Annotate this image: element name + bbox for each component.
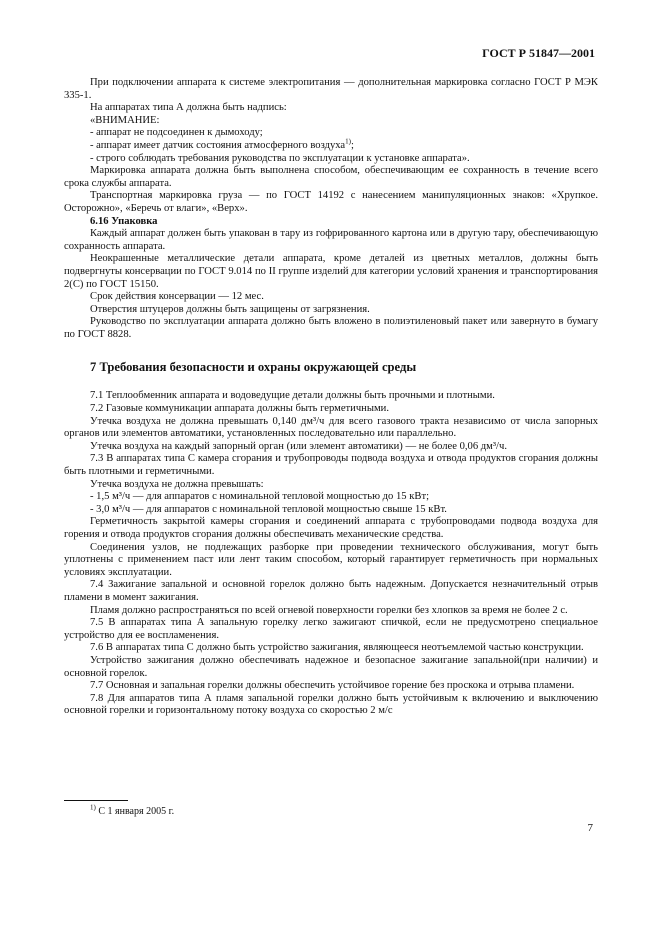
page-number: 7 [587, 822, 593, 834]
paragraph: Утечка воздуха не должна превышать: [90, 478, 264, 490]
paragraph: 7.6 В аппаратах типа С должно быть устройство зажигания, являющееся неотъемлемой частью конструкции. [90, 642, 584, 654]
paragraph: 7.1 Теплообменник аппарата и водоведущие детали должны быть прочными и плотными. [90, 390, 495, 402]
paragraph: Транспортная маркировка груза — по ГОСТ 14192 с нанесением манипуляционных знаков: «Хрупкое. Осторожно», «Беречь от влаги», «Верх». [64, 190, 598, 214]
paragraph: Утечка воздуха не должна превышать 0,140 дм³/ч для всего газового тракта независимо от числа запорных органов или элементов автоматики, установленных последовательно или параллельно. [64, 415, 598, 440]
paragraph: Утечка воздуха на каждый запорный орган (или элемент автоматики) — не более 0,06 дм³/ч. [90, 440, 507, 452]
subsection-heading: 6.16 Упаковка [90, 215, 158, 227]
paragraph: На аппаратах типа А должна быть надпись: [90, 102, 287, 114]
paragraph: Пламя должно распространяться по всей огневой поверхности горелки без хлопков за время не более 2 с. [90, 604, 568, 616]
footnote-divider [64, 800, 128, 801]
document-body [64, 77, 598, 718]
footnote-text: С 1 января 2005 г. [98, 806, 175, 817]
paragraph: 7.4 Зажигание запальной и основной горелок должно быть надежным. Допускается незначительный отрыв пламени в момент зажигания. [64, 579, 598, 603]
paragraph: 7.8 Для аппаратов типа А пламя запальной горелки должно быть устойчивым к включению и выключению основной горелки и горизонтальному потоку воздуха со скоростью 2 м/с [64, 692, 598, 717]
paragraph: Соединения узлов, не подлежащих разборке при проведении технического обслуживания, могут быть уплотнены с применением паст или лент таким способом, который гарантирует герметичность при нормальных условиях эксплуатации. [64, 541, 598, 578]
paragraph: Отверстия штуцеров должны быть защищены от загрязнения. [90, 303, 370, 315]
paragraph-text: - аппарат имеет датчик состояния атмосферного воздуха [90, 139, 346, 151]
paragraph: Герметичность закрытой камеры сгорания и соединений аппарата с трубопроводами подвода воздуха для горения и отвода продуктов сгорания должны обеспечивать механические средства. [64, 516, 598, 540]
footnote [90, 803, 175, 818]
paragraph: Руководство по эксплуатации аппарата должно быть вложено в полиэтиленовый пакет или завернуто в бумагу по ГОСТ 8828. [64, 316, 598, 340]
footnote-mark: 1) [90, 803, 96, 812]
paragraph: 7.7 Основная и запальная горелки должны обеспечить устойчивое горение без проскока и отрыва пламени. [90, 680, 575, 692]
paragraph: - строго соблюдать требования руководства по эксплуатации к установке аппарата». [90, 152, 470, 164]
paragraph-text-tail: ; [350, 139, 354, 151]
paragraph: - 1,5 м³/ч — для аппаратов с номинальной тепловой мощностью до 15 кВт; [90, 491, 430, 503]
paragraph: - аппарат не подсоединен к дымоходу; [90, 127, 263, 139]
paragraph: 7.3 В аппаратах типа С камера сгорания и трубопроводы подвода воздуха и отвода продуктов сгорания должны быть плотными и герметичными. [64, 453, 598, 478]
document-header: ГОСТ Р 51847—2001 [482, 46, 595, 60]
section-6-continuation [64, 77, 598, 341]
paragraph: 7.2 Газовые коммуникации аппарата должны быть герметичными. [90, 403, 389, 415]
paragraph: Неокрашенные металлические детали аппарата, кроме деталей из цветных металлов, должны быть подвергнуты консервации по ГОСТ 9.014 по II группе изделий для категории условий хранения и транспортирования 2(С) по ГОСТ 15150. [64, 253, 598, 290]
paragraph: 7.5 В аппаратах типа А запальную горелку легко зажигают спичкой, если не предусмотрено специальное устройство для ее воспламенения. [64, 617, 598, 641]
paragraph: Устройство зажигания должно обеспечивать надежное и безопасное зажигание запальной(при наличии) и основной горелок. [64, 654, 598, 679]
section-7 [64, 390, 598, 717]
paragraph: При подключении аппарата к системе электропитания — дополнительная маркировка согласно ГОСТ Р МЭК 335-1. [64, 77, 598, 101]
paragraph: - 3,0 м³/ч — для аппаратов с номинальной тепловой мощностью свыше 15 кВт. [90, 503, 447, 515]
section-heading: 7 Требования безопасности и охраны окружающей среды [90, 360, 417, 375]
paragraph: Маркировка аппарата должна быть выполнена способом, обеспечивающим ее сохранность в течение всего срока службы аппарата. [64, 165, 598, 189]
paragraph [64, 137, 598, 153]
footnote-ref: 1) [345, 137, 351, 146]
paragraph: «ВНИМАНИЕ: [90, 114, 160, 126]
paragraph: Срок действия консервации — 12 мес. [90, 291, 264, 303]
paragraph: Каждый аппарат должен быть упакован в тару из гофрированного картона или в другую тару, обеспечивающую сохранность аппарата. [64, 228, 598, 252]
